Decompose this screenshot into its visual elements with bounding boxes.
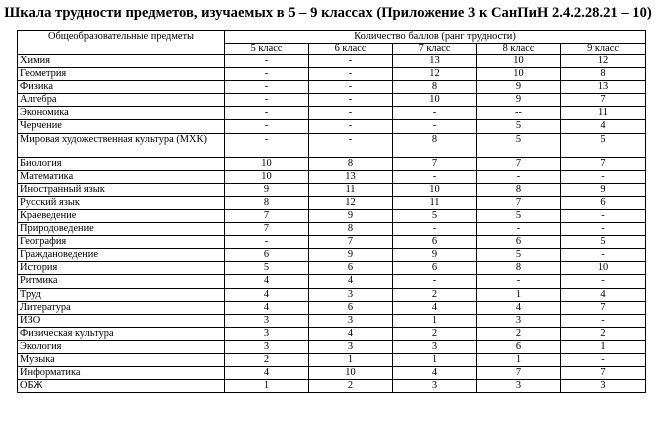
score-cell: - xyxy=(309,55,393,68)
subject-cell: Биология xyxy=(18,157,225,170)
score-cell: 4 xyxy=(225,275,309,288)
score-cell: 13 xyxy=(393,55,477,68)
score-cell: 3 xyxy=(477,380,561,393)
score-cell: 7 xyxy=(477,196,561,209)
table-row xyxy=(18,340,646,353)
table-row xyxy=(18,81,646,94)
score-cell: 5 xyxy=(561,236,646,249)
score-cell: - xyxy=(561,170,646,183)
score-cell: 3 xyxy=(225,327,309,340)
score-cell: 3 xyxy=(309,340,393,353)
score-cell: 2 xyxy=(393,327,477,340)
table-row xyxy=(18,249,646,262)
score-cell: 1 xyxy=(393,314,477,327)
score-cell: 7 xyxy=(225,209,309,222)
score-cell: - xyxy=(225,81,309,94)
score-cell: - xyxy=(309,133,393,157)
score-cell: 3 xyxy=(393,380,477,393)
score-cell: 12 xyxy=(309,196,393,209)
score-cell: 4 xyxy=(225,367,309,380)
score-cell: - xyxy=(309,81,393,94)
score-cell: 1 xyxy=(225,380,309,393)
score-cell: 3 xyxy=(225,340,309,353)
score-cell: 6 xyxy=(309,301,393,314)
score-cell: 4 xyxy=(225,288,309,301)
score-cell: 2 xyxy=(393,288,477,301)
score-cell: 7 xyxy=(393,157,477,170)
table-row xyxy=(18,301,646,314)
score-cell: - xyxy=(393,120,477,133)
score-cell: - xyxy=(561,314,646,327)
subject-cell: Мировая художественная культура (МХК) xyxy=(18,133,225,157)
score-cell: 10 xyxy=(393,183,477,196)
score-cell: - xyxy=(561,249,646,262)
score-cell: 11 xyxy=(309,183,393,196)
score-cell: - xyxy=(309,107,393,120)
page-title: Шкала трудности предметов, изучаемых в 5 – 9 классах (Приложение 3 к СанПиН 2.4.2.28.21 – 10) xyxy=(4,5,652,21)
score-cell: 7 xyxy=(477,367,561,380)
table-row xyxy=(18,275,646,288)
subject-cell: Экономика xyxy=(18,107,225,120)
score-cell: - xyxy=(393,107,477,120)
score-cell: 1 xyxy=(477,353,561,366)
score-cell: 6 xyxy=(309,262,393,275)
score-cell: 4 xyxy=(561,288,646,301)
subject-cell: География xyxy=(18,236,225,249)
score-cell: - xyxy=(393,275,477,288)
subject-cell: Геометрия xyxy=(18,68,225,81)
score-cell: 8 xyxy=(393,81,477,94)
score-cell: 10 xyxy=(561,262,646,275)
table-row xyxy=(18,55,646,68)
score-cell: 1 xyxy=(393,353,477,366)
score-cell: 7 xyxy=(561,94,646,107)
score-cell: 12 xyxy=(561,55,646,68)
score-cell: - xyxy=(477,170,561,183)
score-cell: - xyxy=(561,223,646,236)
score-cell: 4 xyxy=(477,301,561,314)
subject-cell: Литература xyxy=(18,301,225,314)
table-row xyxy=(18,353,646,366)
score-cell: 3 xyxy=(477,314,561,327)
score-cell: 3 xyxy=(309,288,393,301)
table-row xyxy=(18,107,646,120)
subject-cell: Алгебра xyxy=(18,94,225,107)
score-cell: 8 xyxy=(309,157,393,170)
score-cell: 5 xyxy=(561,133,646,157)
score-cell: - xyxy=(225,133,309,157)
subject-cell: Ритмика xyxy=(18,275,225,288)
score-cell: 9 xyxy=(477,94,561,107)
score-cell: 6 xyxy=(477,236,561,249)
table-row xyxy=(18,170,646,183)
subject-cell: Черчение xyxy=(18,120,225,133)
score-cell: 9 xyxy=(477,81,561,94)
score-cell: 10 xyxy=(225,157,309,170)
table-row xyxy=(18,327,646,340)
table-row xyxy=(18,183,646,196)
table-row xyxy=(18,380,646,393)
table-row xyxy=(18,262,646,275)
score-cell: - xyxy=(225,55,309,68)
table-row xyxy=(18,196,646,209)
score-cell: 7 xyxy=(561,157,646,170)
score-cell: - xyxy=(477,275,561,288)
table-row xyxy=(18,133,646,157)
score-cell: 1 xyxy=(309,353,393,366)
subject-column-header: Общеобразовательные предметы xyxy=(18,31,225,55)
score-cell: 9 xyxy=(309,249,393,262)
score-cell: 9 xyxy=(309,209,393,222)
score-cell: - xyxy=(561,353,646,366)
score-cell: 13 xyxy=(309,170,393,183)
score-cell: 4 xyxy=(309,275,393,288)
score-cell: 5 xyxy=(225,262,309,275)
score-cell: 5 xyxy=(477,209,561,222)
score-cell: - xyxy=(225,68,309,81)
grade-header: 5 класс xyxy=(225,44,309,55)
table-row xyxy=(18,288,646,301)
score-cell: 8 xyxy=(225,196,309,209)
score-cell: 10 xyxy=(309,367,393,380)
subject-cell: ОБЖ xyxy=(18,380,225,393)
subject-cell: Труд xyxy=(18,288,225,301)
table-row xyxy=(18,367,646,380)
score-cell: - xyxy=(561,275,646,288)
score-cell: 3 xyxy=(309,314,393,327)
table-row xyxy=(18,68,646,81)
table-row xyxy=(18,120,646,133)
score-cell: 2 xyxy=(561,327,646,340)
subject-cell: Физическая культура xyxy=(18,327,225,340)
table-row xyxy=(18,94,646,107)
score-cell: 3 xyxy=(393,340,477,353)
score-cell: - xyxy=(225,236,309,249)
table-row xyxy=(18,236,646,249)
grade-header: 7 класс xyxy=(393,44,477,55)
score-cell: 5 xyxy=(477,249,561,262)
score-cell: 9 xyxy=(393,249,477,262)
subject-cell: Химия xyxy=(18,55,225,68)
score-cell: 1 xyxy=(477,288,561,301)
score-cell: 9 xyxy=(225,183,309,196)
score-cell: - xyxy=(225,94,309,107)
score-cell: 7 xyxy=(561,367,646,380)
subject-cell: Граждановедение xyxy=(18,249,225,262)
score-cell: 11 xyxy=(393,196,477,209)
score-cell: 10 xyxy=(393,94,477,107)
score-cell: - xyxy=(309,68,393,81)
score-cell: 10 xyxy=(477,55,561,68)
score-cell: 1 xyxy=(561,340,646,353)
score-cell: 4 xyxy=(561,120,646,133)
score-cell: - xyxy=(561,209,646,222)
score-cell: 5 xyxy=(477,133,561,157)
score-cell: - xyxy=(477,223,561,236)
score-cell: 8 xyxy=(477,262,561,275)
score-cell: - xyxy=(225,120,309,133)
score-cell: 8 xyxy=(561,68,646,81)
subject-cell: Информатика xyxy=(18,367,225,380)
score-cell: 8 xyxy=(393,133,477,157)
table-row xyxy=(18,209,646,222)
score-cell: 5 xyxy=(393,209,477,222)
score-cell: -- xyxy=(477,107,561,120)
score-cell: 2 xyxy=(225,353,309,366)
score-cell: 3 xyxy=(561,380,646,393)
score-cell: 7 xyxy=(309,236,393,249)
score-cell: 4 xyxy=(393,301,477,314)
score-cell: 7 xyxy=(477,157,561,170)
subject-cell: ИЗО xyxy=(18,314,225,327)
score-cell: - xyxy=(309,94,393,107)
subject-cell: История xyxy=(18,262,225,275)
grade-header: 6 класс xyxy=(309,44,393,55)
score-cell: 6 xyxy=(393,236,477,249)
score-cell: 4 xyxy=(225,301,309,314)
score-cell: 2 xyxy=(309,380,393,393)
subject-cell: Иностранный язык xyxy=(18,183,225,196)
grade-header: 9 класс xyxy=(561,44,646,55)
score-cell: - xyxy=(309,120,393,133)
score-cell: 8 xyxy=(309,223,393,236)
grade-header: 8 класс xyxy=(477,44,561,55)
score-cell: 10 xyxy=(477,68,561,81)
score-cell: 8 xyxy=(477,183,561,196)
score-cell: 11 xyxy=(561,107,646,120)
score-cell: - xyxy=(225,107,309,120)
score-cell: 6 xyxy=(225,249,309,262)
score-group-header: Количество баллов (ранг трудности) xyxy=(225,31,646,44)
subject-cell: Музыка xyxy=(18,353,225,366)
score-cell: 10 xyxy=(225,170,309,183)
subject-cell: Русский язык xyxy=(18,196,225,209)
score-cell: 2 xyxy=(477,327,561,340)
subject-cell: Краеведение xyxy=(18,209,225,222)
score-cell: 6 xyxy=(477,340,561,353)
score-cell: 5 xyxy=(477,120,561,133)
score-cell: - xyxy=(393,170,477,183)
difficulty-table xyxy=(17,30,646,393)
score-cell: 6 xyxy=(393,262,477,275)
score-cell: 9 xyxy=(561,183,646,196)
score-cell: 6 xyxy=(561,196,646,209)
score-cell: 4 xyxy=(393,367,477,380)
subject-cell: Экология xyxy=(18,340,225,353)
subject-cell: Природоведение xyxy=(18,223,225,236)
subject-cell: Физика xyxy=(18,81,225,94)
table-row xyxy=(18,314,646,327)
score-cell: 3 xyxy=(225,314,309,327)
score-cell: - xyxy=(393,223,477,236)
score-cell: 12 xyxy=(393,68,477,81)
subject-cell: Математика xyxy=(18,170,225,183)
table-row xyxy=(18,157,646,170)
score-cell: 13 xyxy=(561,81,646,94)
score-cell: 7 xyxy=(225,223,309,236)
score-cell: 4 xyxy=(309,327,393,340)
table-row xyxy=(18,223,646,236)
score-cell: 7 xyxy=(561,301,646,314)
